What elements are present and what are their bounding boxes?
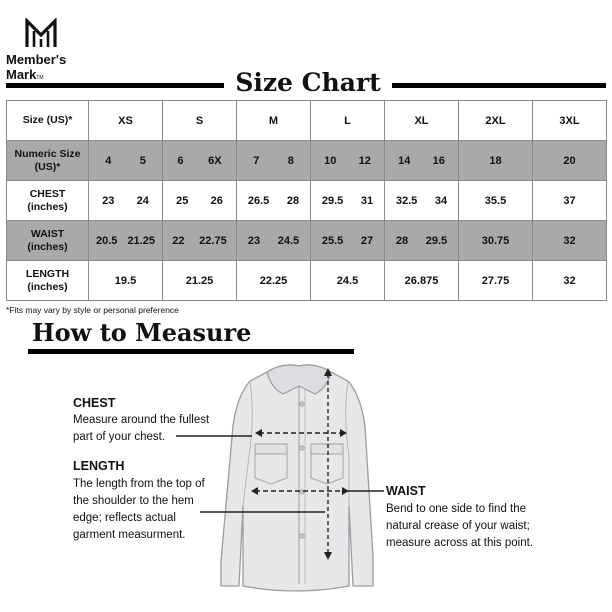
- row-label-cell: LENGTH (inches): [7, 261, 89, 301]
- table-cell: 6 6X: [163, 141, 237, 181]
- table-row-waist: [7, 221, 607, 261]
- header-size-cell: XL: [385, 101, 459, 141]
- table-row-chest: [7, 181, 607, 221]
- table-cell: 29.5 31: [311, 181, 385, 221]
- table-cell: 7 8: [237, 141, 311, 181]
- size-chart-table: [6, 100, 607, 301]
- table-cell: 23 24.5: [237, 221, 311, 261]
- title-rule-left: [6, 83, 224, 88]
- table-cell: 26.5 28: [237, 181, 311, 221]
- table-cell: 20.5 21.25: [89, 221, 163, 261]
- table-cell: 18: [459, 141, 533, 181]
- how-to-measure-title: How to Measure: [32, 318, 252, 347]
- header-label-cell: Size (US)*: [7, 101, 89, 141]
- chest-description: Measure around the fullest part of your chest.: [73, 414, 210, 443]
- title-rule-right: [392, 83, 606, 88]
- table-cell: 28 29.5: [385, 221, 459, 261]
- table-cell: 10 12: [311, 141, 385, 181]
- table-cell: 22.25: [237, 261, 311, 301]
- header-size-cell: S: [163, 101, 237, 141]
- row-label-cell: CHEST (inches): [7, 181, 89, 221]
- table-cell: 19.5: [89, 261, 163, 301]
- table-cell: 21.25: [163, 261, 237, 301]
- chest-heading: CHEST: [73, 396, 116, 410]
- table-cell: 23 24: [89, 181, 163, 221]
- header-size-cell: XS: [89, 101, 163, 141]
- row-label-cell: WAIST (inches): [7, 221, 89, 261]
- table-cell: 27.75: [459, 261, 533, 301]
- table-cell: 4 5: [89, 141, 163, 181]
- brand-logo: [6, 18, 76, 84]
- waist-heading: WAIST: [386, 484, 426, 498]
- table-row-numeric-size: [7, 141, 607, 181]
- table-cell: 26.875: [385, 261, 459, 301]
- table-cell: 22 22.75: [163, 221, 237, 261]
- brand-name-line2: MarkTM: [6, 67, 44, 82]
- table-cell: 30.75: [459, 221, 533, 261]
- table-cell: 20: [533, 141, 607, 181]
- table-cell: 32: [533, 261, 607, 301]
- table-cell: 32: [533, 221, 607, 261]
- members-mark-m-icon: [24, 18, 58, 48]
- length-heading: LENGTH: [73, 459, 125, 473]
- header-size-cell: M: [237, 101, 311, 141]
- size-chart-title: Size Chart: [235, 68, 381, 97]
- table-cell: 32.5 34: [385, 181, 459, 221]
- header-size-cell: L: [311, 101, 385, 141]
- shirt-illustration: [215, 356, 385, 596]
- row-label-cell: Numeric Size (US)*: [7, 141, 89, 181]
- table-header-row: [7, 101, 607, 141]
- table-cell: 24.5: [311, 261, 385, 301]
- table-cell: 35.5: [459, 181, 533, 221]
- how-to-measure-rule: [28, 349, 354, 354]
- header-size-cell: 2XL: [459, 101, 533, 141]
- brand-name: [6, 52, 66, 86]
- waist-description: Bend to one side to find the natural crease of your waist; measure across at this point.: [386, 503, 534, 549]
- table-row-length: [7, 261, 607, 301]
- table-cell: 25 26: [163, 181, 237, 221]
- fit-footnote: *Fits may vary by style or personal preference: [6, 305, 179, 315]
- table-cell: 37: [533, 181, 607, 221]
- trademark-symbol: TM: [36, 75, 44, 81]
- table-cell: 25.5 27: [311, 221, 385, 261]
- brand-name-line1: Member's: [6, 52, 67, 67]
- header-size-cell: 3XL: [533, 101, 607, 141]
- table-cell: 14 16: [385, 141, 459, 181]
- length-description: The length from the top of the shoulder to the hem edge; reflects actual garment measurment.: [73, 478, 205, 541]
